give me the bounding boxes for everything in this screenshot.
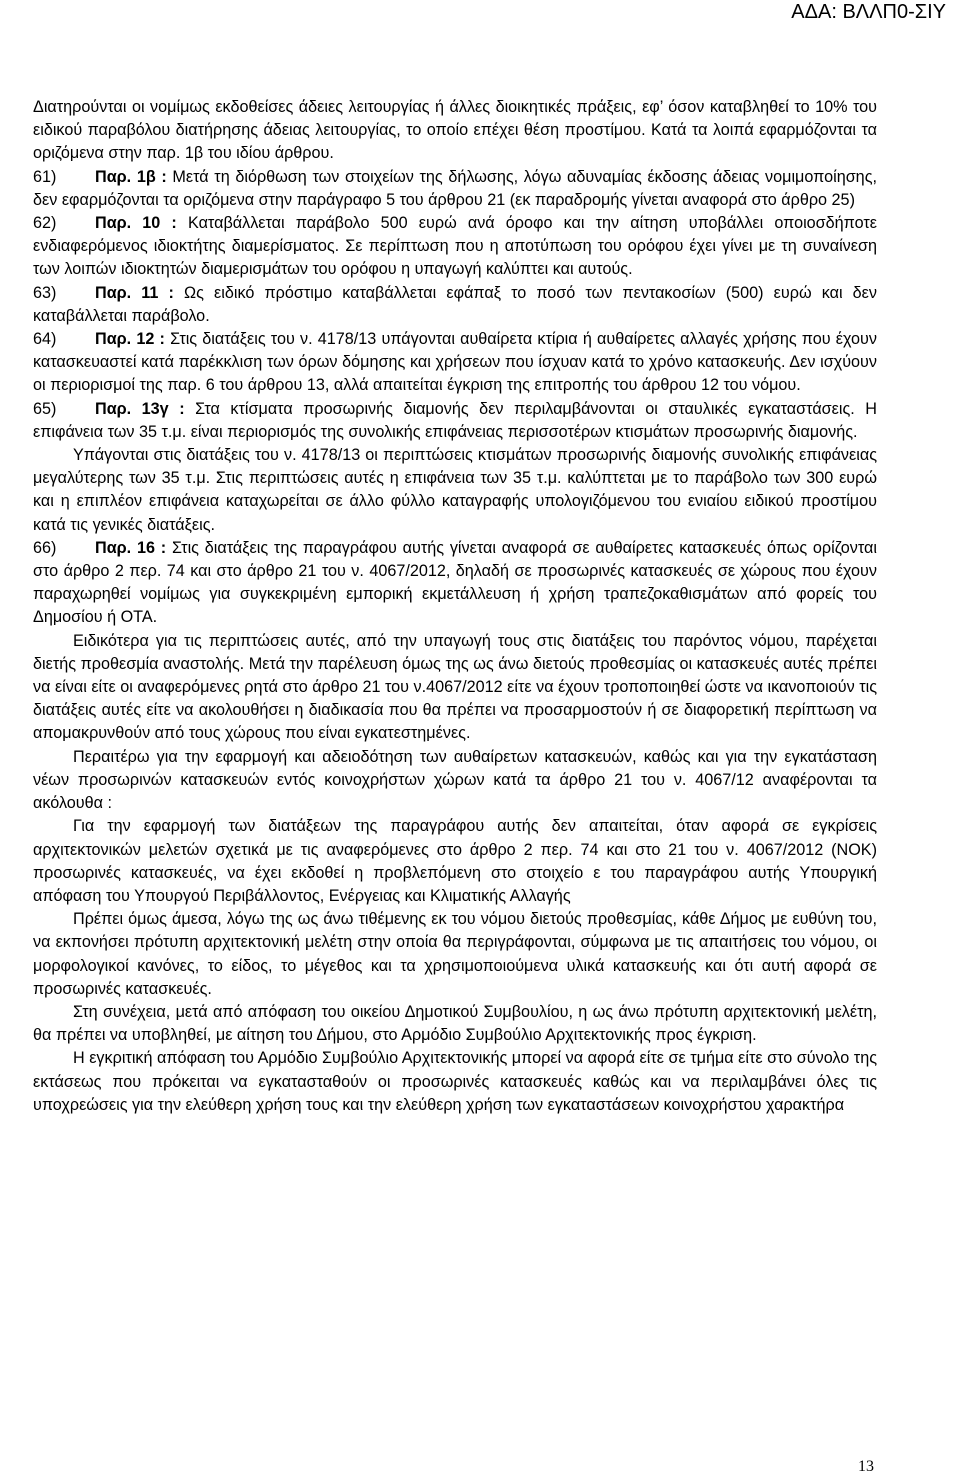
- item-number: 62): [33, 214, 57, 233]
- paragraph-reference: Παρ. 10 :: [95, 214, 177, 233]
- list-item: [33, 166, 877, 212]
- list-item: [33, 398, 877, 444]
- item-number: 66): [33, 538, 57, 557]
- paragraph: Περαιτέρω για την εφαρμογή και αδειοδότηση των αυθαίρετων κατασκευών, καθώς και για την εγκατάσταση νέων προσωρινών κατασκευών εντός κοινοχρήστων χώρων κατά τα άρθρο 21 του ν. 4067/12 αναφέρονται τα ακόλουθα :: [33, 747, 877, 813]
- document-body: [33, 96, 877, 1117]
- paragraph: Πρέπει όμως άμεσα, λόγω της ως άνω τιθέμενης εκ του νόμου διετούς προθεσμίας, κάθε Δήμος με ευθύνη του, να εκπονήσει πρότυπη αρχιτεκτονική μελέτη στην οποία θα περιγράφονται, σύμφωνα με τις απαιτήσεις του νόμου, οι μορφολογικοί κανόνες, το είδος, το μέγεθος και τα χρησιμοποιούμενα υλικά κατασκευής και ότι αυτή αφορά σε προσωρινές κατασκευές.: [33, 910, 877, 998]
- list-item: [33, 282, 877, 328]
- list-item: [33, 212, 877, 282]
- item-text: Στις διατάξεις της παραγράφου αυτής γίνεται αναφορά σε αυθαίρετες κατασκευές όπως ορίζονται στο άρθρο 2 περ. 74 και στο άρθρο 21 του ν. 4067/2012, δηλαδή σε προσωρινές κατασκευές σε χώρους που έχουν παραχωρηθεί νομίμως για συγκεκριμένη εμπορική εκμετάλλευση ή χρήση τραπεζοκαθισμάτων από φορείς του Δημοσίου ή ΟΤΑ.: [33, 538, 877, 627]
- page-number: 13: [858, 1458, 874, 1475]
- list-item: [33, 537, 877, 630]
- item-text: Καταβάλλεται παράβολο 500 ευρώ ανά όροφο και την αίτηση υποβάλλει οποιοσδήποτε ενδιαφερόμενος ιδιοκτήτης διαμερίσματος. Σε περίπτωση που η αποτύπωση του ορόφου έχει γίνει με τη συναίνεση των λοιπών ιδιοκτητών διαμερισμάτων του ορόφου η υπαγωγή καλύπτει και αυτούς.: [33, 214, 877, 279]
- paragraph: Ειδικότερα για τις περιπτώσεις αυτές, από την υπαγωγή τους στις διατάξεις του παρόντος νόμου, παρέχεται διετής προθεσμία αναστολής. Μετά την παρέλευση όμως της ως άνω διετούς προθεσμίας οι κατασκευές αυτές πρέπει να είναι είτε οι αναφερόμενες ρητά στο άρθρο 21 του ν.4067/2012 είτε να έχουν τροποποιηθεί ώστε να ικανοποιούν τις διατάξεις αυτές είτε να ακολουθήσει η διαδικασία που θα πρέπει να προσαρμοστούν ή σε διαφορετική περίπτωση να απομακρυνθούν από τους χώρους που είναι εγκατεστημένες.: [33, 631, 877, 743]
- item-text: Στις διατάξεις του ν. 4178/13 υπάγονται αυθαίρετα κτίρια ή αυθαίρετες αλλαγές χρήσης που έχουν κατασκευαστεί κατά παρέκκλιση των όρων δόμησης και χρήσεων που ίσχυαν κατά το χρόνο κατασκευής. Δεν ισχύουν οι περιορισμοί της παρ. 6 του άρθρου 13, αλλά απαιτείται έγκριση της επιτροπής του άρθρου 12 του νόμου.: [33, 330, 877, 395]
- paragraph-reference: Παρ. 16 :: [95, 538, 167, 557]
- item-number: 61): [33, 167, 57, 186]
- item-number: 65): [33, 399, 57, 418]
- paragraph-reference: Παρ. 13γ :: [95, 399, 185, 418]
- paragraph-reference: Παρ. 1β :: [95, 167, 167, 186]
- item-text: Στα κτίσματα προσωρινής διαμονής δεν περιλαμβάνονται οι σταυλικές εγκαταστάσεις. Η επιφάνεια των 35 τ.μ. είναι περιορισμός της συνολικής επιφάνειας περισσοτέρων κτισμάτων προσωρινής διαμονής.: [33, 399, 877, 441]
- paragraph: Για την εφαρμογή των διατάξεων της παραγράφου αυτής δεν απαιτείται, όταν αφορά σε εγκρίσεις αρχιτεκτονικών μελετών σχετικά με τις αναφερόμενες στο άρθρο 2 περ. 74 και στο 21 του ν. 4067/2012 (ΝΟΚ) προσωρινές κατασκευές, να έχει εκδοθεί η προβλεπόμενη στο στοιχείο ε του παραγράφου αυτής Υπουργική απόφαση του Υπουργού Περιβάλλοντος, Ενέργειας και Κλιματικής Αλλαγής: [33, 817, 877, 905]
- item-text: Μετά τη διόρθωση των στοιχείων της δήλωσης, λόγω αδυναμίας έκδοσης άδειας νομιμοποίησης, δεν εφαρμόζονται τα οριζόμενα στην παράγραφο 5 του άρθρου 21 (εκ παραδρομής γίνεται αναφορά στο άρθρο 25): [33, 167, 877, 209]
- paragraph: Η εγκριτική απόφαση του Αρμόδιο Συμβούλιο Αρχιτεκτονικής μπορεί να αφορά είτε σε τμήμα είτε στο σύνολο της εκτάσεως που πρόκειται να εγκατασταθούν οι προσωρινές κατασκευές καθώς και να περιλαμβάνει όλες τις υποχρεώσεις για την ελεύθερη χρήση τους και την ελεύθερη χρήση των εγκαταστάσεων κοινοχρήστου χαρακτήρα: [33, 1049, 877, 1114]
- item-text: Ως ειδικό πρόστιμο καταβάλλεται εφάπαξ το ποσό των πεντακοσίων (500) ευρώ και δεν καταβάλλεται παράβολο.: [33, 283, 877, 325]
- item-number: 63): [33, 283, 57, 302]
- paragraph-reference: Παρ. 12 :: [95, 330, 165, 349]
- item-number: 64): [33, 330, 57, 349]
- paragraph-reference: Παρ. 11 :: [95, 283, 174, 302]
- document-code-header: ΑΔΑ: ΒΛΛΠ0-ΣΙΥ: [791, 1, 946, 23]
- list-item: [33, 328, 877, 398]
- paragraph: Διατηρούνται οι νομίμως εκδοθείσες άδειες λειτουργίας ή άλλες διοικητικές πράξεις, εφ’ όσον καταβληθεί το 10% του ειδικού παραβόλου διατήρησης άδειας λειτουργίας, το οποίο επέχει θέση προστίμου. Κατά τα λοιπά εφαρμόζονται τα οριζόμενα στην παρ. 1β του ιδίου άρθρου.: [33, 98, 877, 163]
- paragraph: Στη συνέχεια, μετά από απόφαση του οικείου Δημοτικού Συμβουλίου, η ως άνω πρότυπη αρχιτεκτονική μελέτη, θα πρέπει να υποβληθεί, με αίτηση του Δήμου, στο Αρμόδιο Συμβούλιο Αρχιτεκτονικής προς έγκριση.: [33, 1002, 877, 1045]
- paragraph: Υπάγονται στις διατάξεις του ν. 4178/13 οι περιπτώσεις κτισμάτων προσωρινής διαμονής συνολικής επιφάνειας μεγαλύτερης των 35 τ.μ. Στις περιπτώσεις αυτές η επιφάνεια των 35 τ.μ. καλύπτεται με το παράβολο των 300 ευρώ και η επιπλέον επιφάνεια καταχωρείται σε άλλο φύλλο καταγραφής υπολογιζόμενου του ενιαίου ειδικού προστίμου κατά τις γενικές διατάξεις.: [33, 446, 877, 534]
